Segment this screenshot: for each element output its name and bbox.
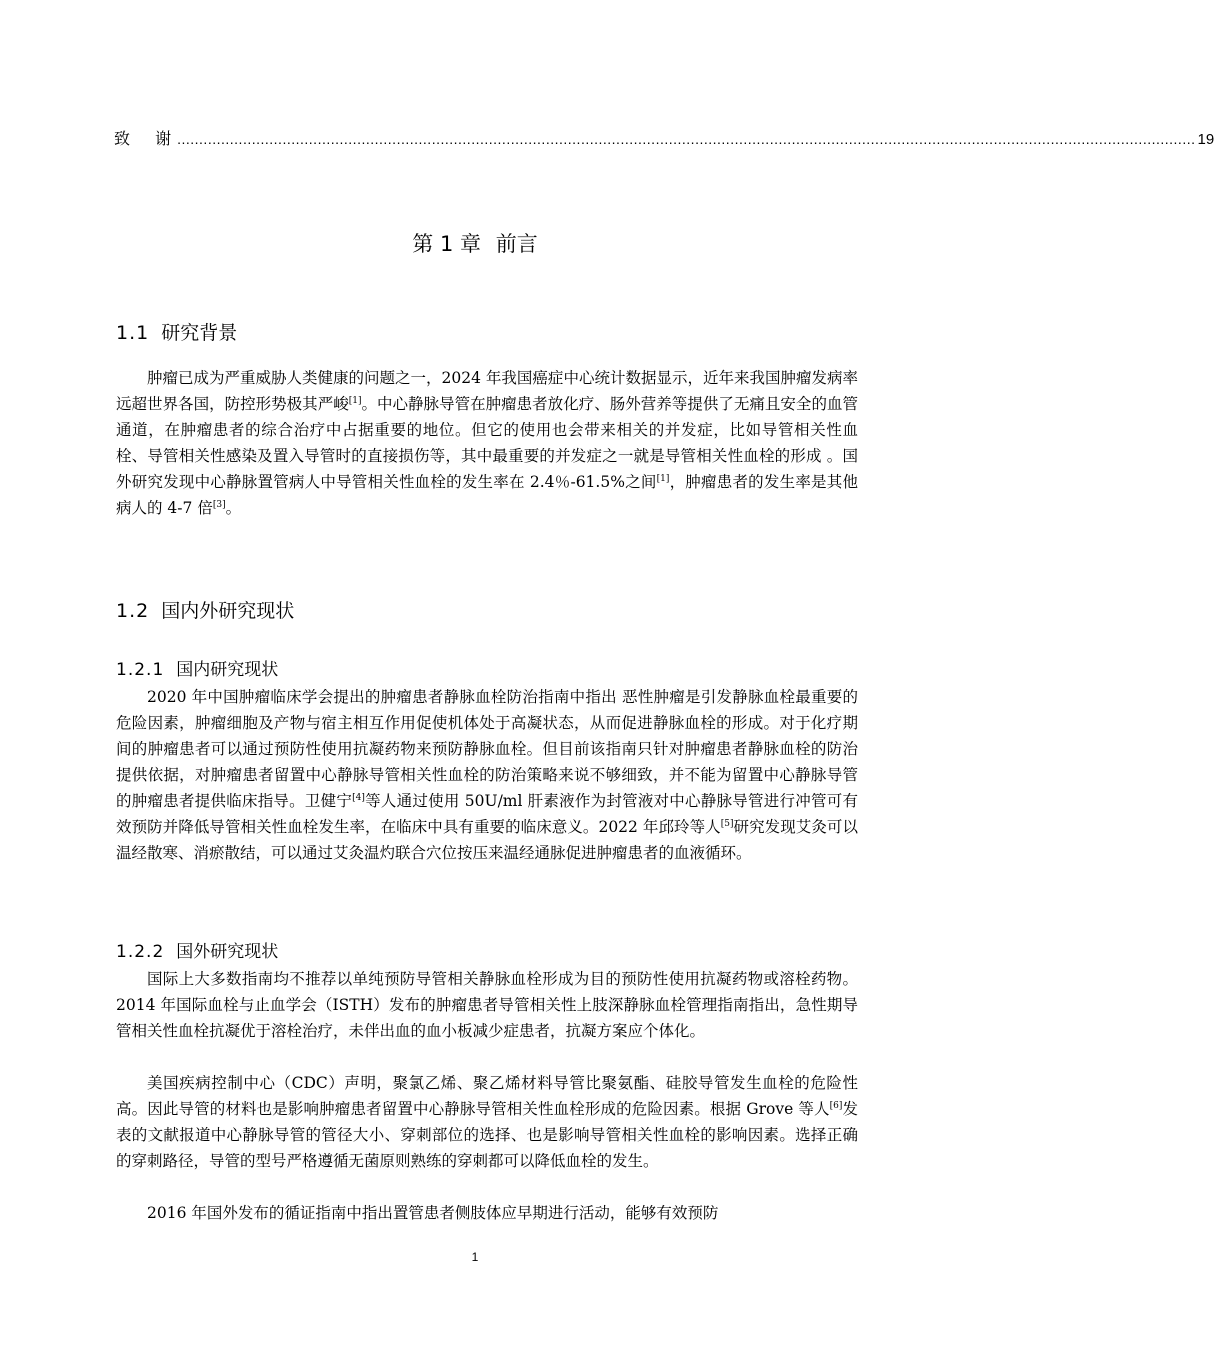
page-number: 1 — [471, 1250, 479, 1264]
text-run: 。 — [225, 499, 242, 517]
section-number: 1.1 — [116, 322, 150, 344]
toc-entry-title: 致 谢 — [114, 129, 182, 148]
paragraph-background — [116, 365, 858, 521]
chapter-name: 前言 — [495, 232, 538, 256]
toc-entry-page: 19 — [1197, 131, 1214, 148]
citation: [6] — [829, 1100, 843, 1111]
section-number: 1.2 — [116, 600, 150, 622]
text-run: 。中心静脉导管在肿瘤患者放化疗、肠外营养等提供了无痛且安全的血管通道，在肿瘤患者的综合治疗中占据重要的地位。但它的使用也会带来相关的并发症，比如导管相关性血栓、导管相关性感染及置入导管时的直接损伤等，其中最重要的并发症之一就是导管相关性血栓的形成 。国外研究发现中心静脉置管病人中导管相关性血栓的发生率在 2.4％-61.5%之间 — [116, 395, 858, 491]
section-heading-1-1 — [116, 318, 237, 345]
citation: [3] — [212, 499, 226, 510]
text-run: 发表的文献报道中心静脉导管的管径大小、穿刺部位的选择、也是影响导管相关性血栓的影响因素。选择正确的穿刺路径，导管的型号严格遵循无菌原则熟练的穿刺都可以降低血栓的发生。 — [116, 1100, 858, 1170]
citation: [1] — [348, 395, 362, 406]
toc-entry-acknowledgements[interactable] — [114, 126, 1214, 149]
section-heading-1-2-1 — [116, 655, 278, 680]
text-run: 肿瘤已成为严重威胁人类健康的问题之一，2024 年我国癌症中心统计数据显示，近年来我国肿瘤发病率远超世界各国，防控形势极其严峻 — [116, 369, 858, 413]
citation: [4] — [352, 792, 365, 803]
citation: [5] — [720, 818, 734, 829]
section-title: 研究背景 — [161, 322, 238, 344]
section-heading-1-2-2 — [116, 937, 278, 962]
paragraph-foreign-research-1: 国际上大多数指南均不推荐以单纯预防导管相关静脉血栓形成为目的预防性使用抗凝药物或溶栓药物。2014 年国际血栓与止血学会（ISTH）发布的肿瘤患者导管相关性上肢深静脉血栓管理指南指出，急性期导管相关性血栓抗凝优于溶栓治疗，未伴出血的血小板减少症患者，抗凝方案应个体化。 — [116, 970, 858, 1040]
citation: [1] — [656, 473, 670, 484]
text-run: 美国疾病控制中心（CDC）声明，聚氯乙烯、聚乙烯材料导管比聚氨酯、硅胶导管发生血栓的危险性高。因此导管的材料也是影响肿瘤患者留置中心静脉导管相关性血栓形成的危险因素。根据 Grove 等人 — [116, 1074, 858, 1118]
text-run: 研究发现艾灸可以温经散寒、消瘀散结，可以通过艾灸温灼联合穴位按压来温经通脉促进肿瘤患者的血液循环。 — [116, 818, 858, 862]
paragraph-foreign-research-3: 2016 年国外发布的循证指南中指出置管患者侧肢体应早期进行活动，能够有效预防 — [147, 1204, 719, 1222]
text-run: 等人通过使用 50U/ml 肝素液作为封管液对中心静脉导管进行冲管可有效预防并降低导管相关性血栓发生率，在临床中具有重要的临床意义。2022 年邱玲等人 — [116, 792, 858, 836]
section-title: 国内外研究现状 — [161, 600, 295, 622]
text-run: 2020 年中国肿瘤临床学会提出的肿瘤患者静脉血栓防治指南中指出 恶性肿瘤是引发静脉血栓最重要的危险因素，肿瘤细胞及产物与宿主相互作用促使机体处于高凝状态，从而促进静脉血栓的形成。对于化疗期间的肿瘤患者可以通过预防性使用抗凝药物来预防静脉血栓。但目前该指南只针对肿瘤患者静脉血栓的防治提供依据，对肿瘤患者留置中心静脉导管相关性血栓的防治策略来说不够细致，并不能为留置中心静脉导管的肿瘤患者提供临床指导。卫健宁 — [116, 688, 858, 810]
section-title: 国内研究现状 — [176, 660, 279, 680]
toc-leader-dots: ........................................................................................................................................................................................................................................ — [177, 131, 1196, 147]
section-number: 1.2.2 — [116, 942, 165, 962]
paragraph-foreign-research-2 — [116, 1070, 858, 1174]
text-run: ，肿瘤患者的发生率是其他病人的 4-7 倍 — [116, 473, 858, 517]
section-number: 1.2.1 — [116, 660, 165, 680]
section-title: 国外研究现状 — [176, 942, 279, 962]
paragraph-domestic-research — [116, 684, 858, 866]
chapter-title — [0, 228, 950, 258]
chapter-label: 第 1 章 — [412, 232, 482, 256]
section-heading-1-2 — [116, 596, 294, 623]
